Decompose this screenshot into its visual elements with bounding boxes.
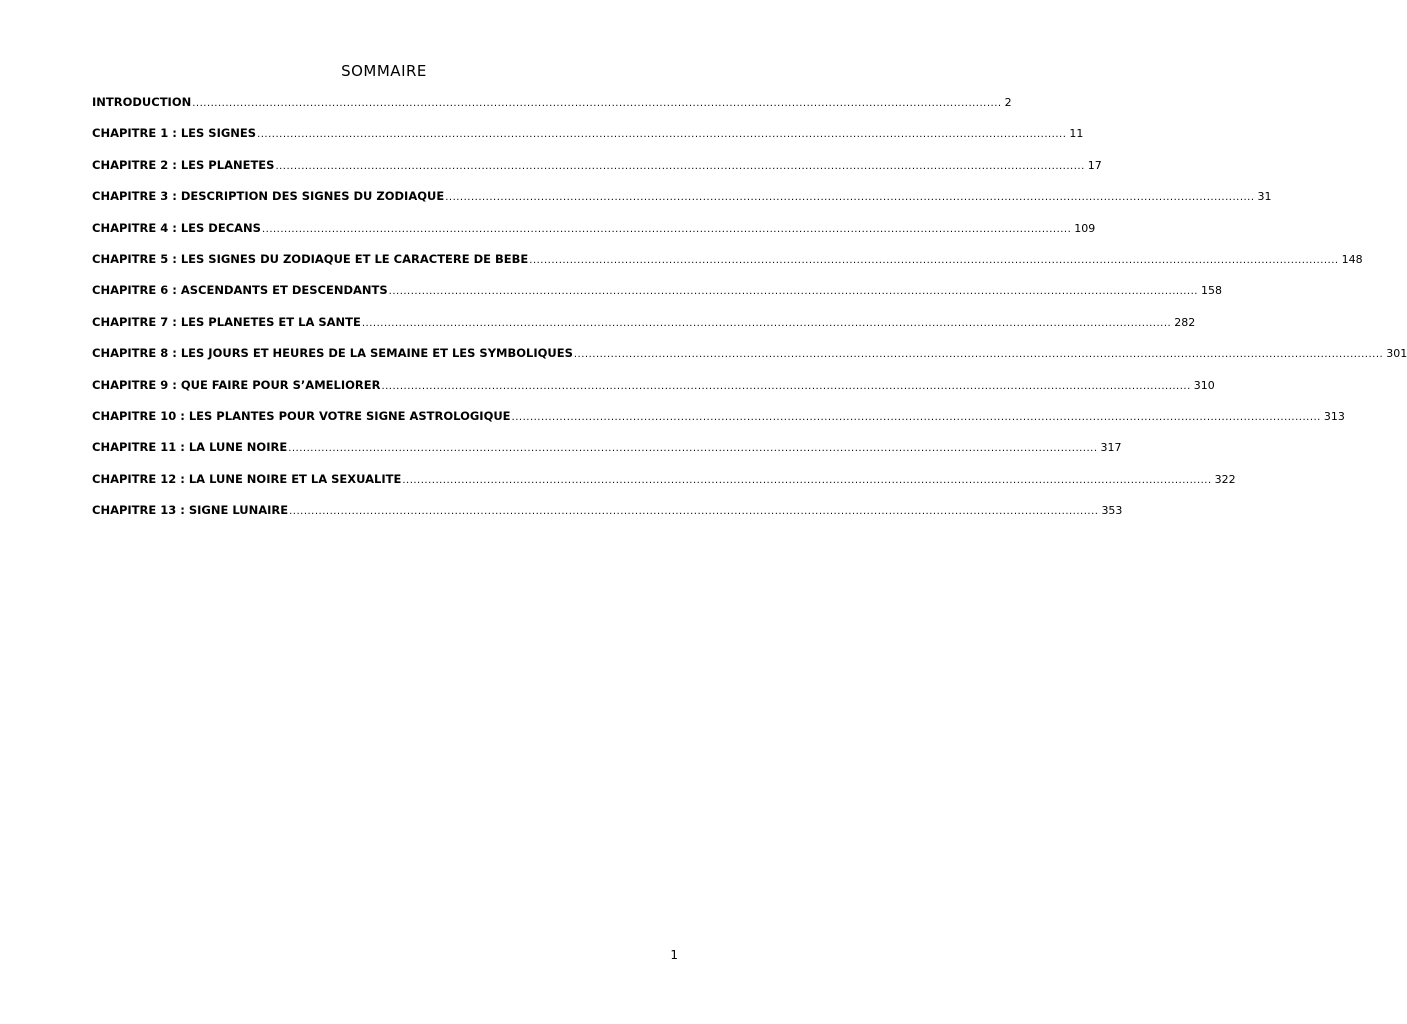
toc-entry-label: CHAPITRE 5 : LES SIGNES DU ZODIAQUE ET LE CARACTERE DE BEBE bbox=[92, 251, 529, 266]
dot-leader: ............................................................................................................................................................................................................................ bbox=[288, 443, 1098, 455]
dot-leader: ............................................................................................................................................................................................................................ bbox=[381, 380, 1191, 392]
dot-leader: ............................................................................................................................................................................................................................ bbox=[529, 254, 1339, 266]
toc-entry-chapitre-13[interactable] bbox=[92, 501, 1123, 532]
toc-entry-page: 322 bbox=[1214, 472, 1236, 486]
toc-entry-label: CHAPITRE 4 : LES DECANS bbox=[92, 220, 261, 235]
toc-entry-page: 158 bbox=[1200, 284, 1222, 298]
dot-leader: ............................................................................................................................................................................................................................ bbox=[275, 160, 1085, 172]
toc-entry-chapitre-3[interactable] bbox=[92, 187, 1272, 218]
toc-entry-chapitre-7[interactable] bbox=[92, 313, 1196, 344]
toc-entry-label: CHAPITRE 7 : LES PLANETES ET LA SANTE bbox=[92, 314, 361, 329]
toc-entry-page: 17 bbox=[1087, 158, 1102, 172]
page-number: 1 bbox=[670, 948, 678, 962]
toc-entry-chapitre-8[interactable] bbox=[92, 344, 1407, 375]
toc-entry-label: CHAPITRE 9 : QUE FAIRE POUR S’AMELIORER bbox=[92, 377, 381, 392]
toc-entry-page: 31 bbox=[1257, 190, 1272, 204]
toc-entry-chapitre-10[interactable] bbox=[92, 407, 1345, 438]
toc-entry-page: 317 bbox=[1100, 441, 1122, 455]
dot-leader: ............................................................................................................................................................................................................................ bbox=[257, 129, 1067, 141]
table-of-contents bbox=[92, 93, 1407, 532]
toc-entry-label: CHAPITRE 8 : LES JOURS ET HEURES DE LA SEMAINE ET LES SYMBOLIQUES bbox=[92, 346, 573, 361]
dot-leader: ............................................................................................................................................................................................................................ bbox=[192, 98, 1002, 109]
toc-entry-page: 353 bbox=[1101, 504, 1123, 518]
toc-entry-label: CHAPITRE 11 : LA LUNE NOIRE bbox=[92, 440, 288, 455]
toc-entry-page: 301 bbox=[1386, 347, 1407, 361]
toc-entry-chapitre-2[interactable] bbox=[92, 156, 1102, 187]
toc-entry-page: 11 bbox=[1069, 127, 1084, 141]
dot-leader: ............................................................................................................................................................................................................................ bbox=[388, 286, 1198, 298]
toc-entry-chapitre-4[interactable] bbox=[92, 219, 1096, 250]
dot-leader: ............................................................................................................................................................................................................................ bbox=[402, 474, 1212, 486]
toc-entry-chapitre-6[interactable] bbox=[92, 281, 1222, 312]
toc-entry-label: CHAPITRE 2 : LES PLANETES bbox=[92, 157, 275, 172]
toc-entry-label: CHAPITRE 3 : DESCRIPTION DES SIGNES DU ZODIAQUE bbox=[92, 189, 445, 204]
toc-entry-chapitre-9[interactable] bbox=[92, 376, 1215, 407]
toc-entry-page: 282 bbox=[1174, 315, 1196, 329]
toc-entry-chapitre-1[interactable] bbox=[92, 124, 1084, 155]
toc-entry-label: CHAPITRE 1 : LES SIGNES bbox=[92, 126, 257, 141]
dot-leader: ............................................................................................................................................................................................................................ bbox=[445, 192, 1255, 204]
toc-entry-introduction[interactable] bbox=[92, 93, 1012, 124]
toc-entry-page: 2 bbox=[1004, 96, 1012, 109]
dot-leader: ............................................................................................................................................................................................................................ bbox=[361, 317, 1172, 329]
toc-entry-chapitre-11[interactable] bbox=[92, 438, 1122, 469]
dot-leader: ............................................................................................................................................................................................................................ bbox=[261, 223, 1072, 235]
toc-entry-label: CHAPITRE 12 : LA LUNE NOIRE ET LA SEXUALITE bbox=[92, 471, 402, 486]
toc-entry-chapitre-5[interactable] bbox=[92, 250, 1363, 281]
toc-entry-label: INTRODUCTION bbox=[92, 95, 192, 109]
page-title: SOMMAIRE bbox=[341, 62, 427, 80]
toc-entry-page: 148 bbox=[1341, 252, 1363, 266]
toc-entry-page: 313 bbox=[1323, 409, 1345, 423]
dot-leader: ............................................................................................................................................................................................................................ bbox=[573, 349, 1384, 361]
toc-entry-label: CHAPITRE 13 : SIGNE LUNAIRE bbox=[92, 503, 289, 518]
toc-entry-label: CHAPITRE 10 : LES PLANTES POUR VOTRE SIGNE ASTROLOGIQUE bbox=[92, 408, 511, 423]
dot-leader: ............................................................................................................................................................................................................................ bbox=[289, 506, 1099, 518]
dot-leader: ............................................................................................................................................................................................................................ bbox=[511, 411, 1321, 423]
toc-entry-page: 109 bbox=[1074, 221, 1096, 235]
toc-entry-page: 310 bbox=[1193, 378, 1215, 392]
toc-entry-chapitre-12[interactable] bbox=[92, 470, 1236, 501]
toc-entry-label: CHAPITRE 6 : ASCENDANTS ET DESCENDANTS bbox=[92, 283, 388, 298]
